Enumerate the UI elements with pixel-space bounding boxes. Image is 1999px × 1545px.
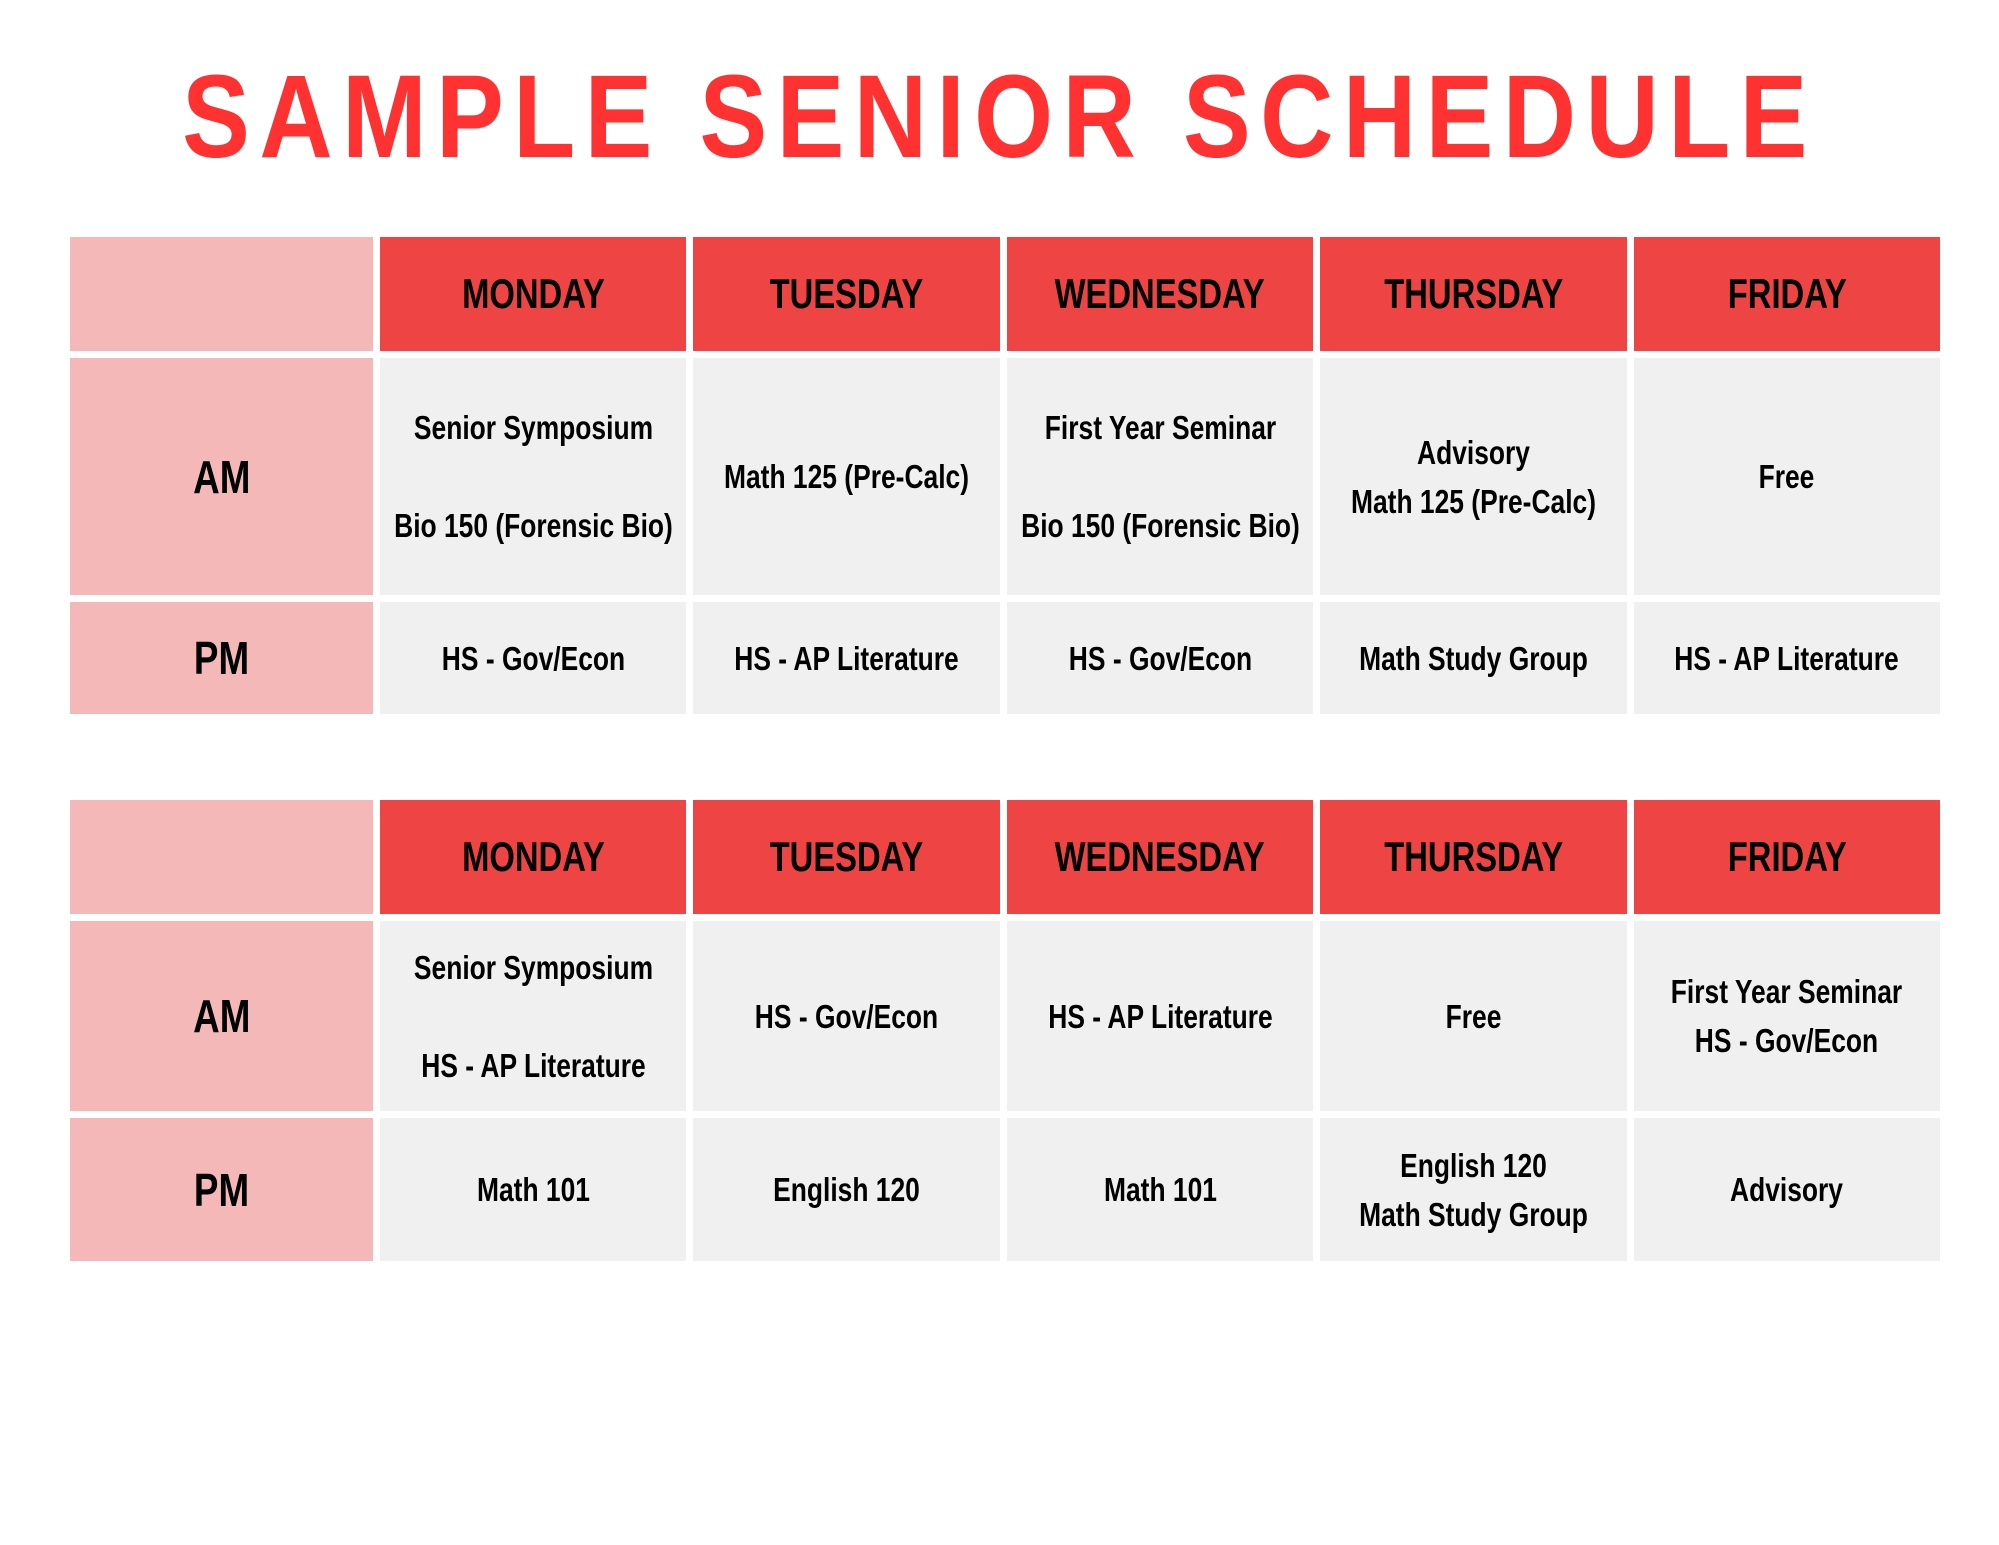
page-title: SAMPLE SENIOR SCHEDULE: [182, 51, 1817, 183]
schedule-cell: HS - Gov/Econ: [380, 602, 686, 714]
day-header-monday: MONDAY: [380, 800, 686, 914]
schedule-table-2: [70, 800, 1940, 1261]
schedule-cell: English 120 Math Study Group: [1320, 1118, 1626, 1261]
schedule-cell: Free: [1634, 358, 1940, 595]
corner-cell: [70, 237, 373, 351]
day-header-wednesday: WEDNESDAY: [1007, 237, 1313, 351]
schedule-cell: First Year Seminar Bio 150 (Forensic Bio): [1007, 358, 1313, 595]
schedule-cell: Advisory: [1634, 1118, 1940, 1261]
schedule-cell: Senior Symposium Bio 150 (Forensic Bio): [380, 358, 686, 595]
schedule-cell: English 120: [693, 1118, 999, 1261]
period-header-am: AM: [70, 358, 373, 595]
schedule-table-1: [70, 237, 1940, 714]
day-header-wednesday: WEDNESDAY: [1007, 800, 1313, 914]
day-header-thursday: THURSDAY: [1320, 800, 1626, 914]
schedule-cell: HS - Gov/Econ: [1007, 602, 1313, 714]
schedule-cell: Advisory Math 125 (Pre-Calc): [1320, 358, 1626, 595]
day-header-tuesday: TUESDAY: [693, 237, 999, 351]
schedule-cell: First Year Seminar HS - Gov/Econ: [1634, 921, 1940, 1111]
day-header-monday: MONDAY: [380, 237, 686, 351]
period-header-am: AM: [70, 921, 373, 1111]
schedule-cell: Senior Symposium HS - AP Literature: [380, 921, 686, 1111]
schedule-cell: Math 101: [380, 1118, 686, 1261]
schedule-cell: HS - Gov/Econ: [693, 921, 999, 1111]
schedule-cell: Math 125 (Pre-Calc): [693, 358, 999, 595]
day-header-thursday: THURSDAY: [1320, 237, 1626, 351]
schedule-cell: HS - AP Literature: [1007, 921, 1313, 1111]
schedule-cell: HS - AP Literature: [1634, 602, 1940, 714]
period-header-pm: PM: [70, 602, 373, 714]
day-header-friday: FRIDAY: [1634, 237, 1940, 351]
period-header-pm: PM: [70, 1118, 373, 1261]
schedule-cell: Math Study Group: [1320, 602, 1626, 714]
schedule-cell: Math 101: [1007, 1118, 1313, 1261]
corner-cell: [70, 800, 373, 914]
day-header-tuesday: TUESDAY: [693, 800, 999, 914]
schedule-cell: HS - AP Literature: [693, 602, 999, 714]
day-header-friday: FRIDAY: [1634, 800, 1940, 914]
schedule-cell: Free: [1320, 921, 1626, 1111]
